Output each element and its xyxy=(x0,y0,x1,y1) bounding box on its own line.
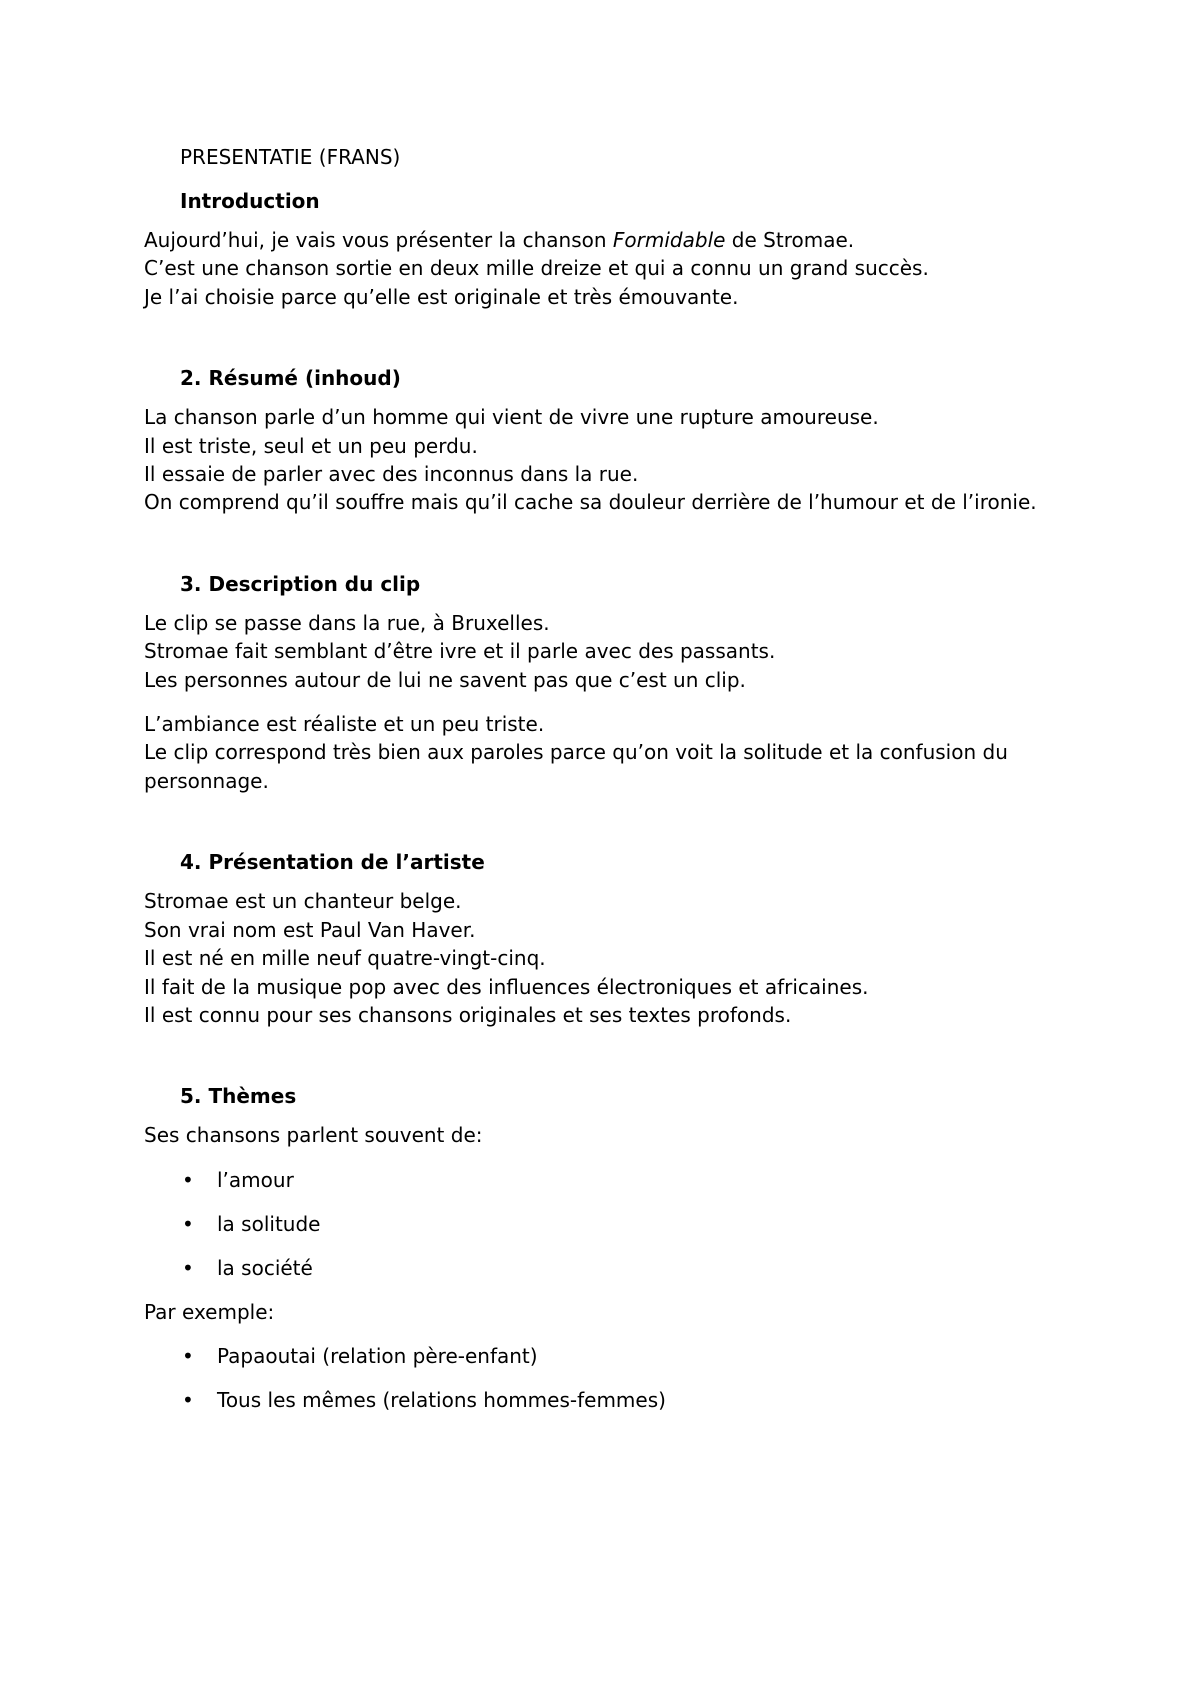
clip-line: Le clip se passe dans la rue, à Bruxelles. xyxy=(144,610,550,635)
section-heading-clip: 3. Description du clip xyxy=(180,571,421,596)
resume-line: La chanson parle d’un homme qui vient de vivre une rupture amoureuse. xyxy=(144,405,879,430)
clip-line: Stromae fait semblant d’être ivre et il parle avec des passants. xyxy=(144,639,776,664)
clip-paragraph xyxy=(144,609,1084,694)
intro-line: C’est une chanson sortie en deux mille dreize et qui a connu un grand succès. xyxy=(144,256,929,281)
section-heading-themes: 5. Thèmes xyxy=(180,1084,297,1109)
artist-line: Stromae est un chanteur belge. xyxy=(144,889,462,914)
clip-paragraph xyxy=(144,710,1084,795)
clip-line: L’ambiance est réaliste et un peu triste. xyxy=(144,712,545,737)
themes-intro: Ses chansons parlent souvent de: xyxy=(144,1123,483,1148)
list-item: • Tous les mêmes (relations hommes-femmes) xyxy=(182,1388,666,1413)
examples-intro: Par exemple: xyxy=(144,1299,275,1324)
clip-line: Les personnes autour de lui ne savent pas que c’est un clip. xyxy=(144,667,746,692)
bullet-icon: • xyxy=(182,1388,194,1413)
list-item: • Papaoutai (relation père-enfant) xyxy=(182,1344,538,1369)
resume-line: Il essaie de parler avec des inconnus dans la rue. xyxy=(144,462,639,487)
bullet-icon: • xyxy=(182,1167,194,1192)
bullet-icon: • xyxy=(182,1344,194,1369)
document-title: PRESENTATIE (FRANS) xyxy=(180,145,401,169)
intro-line: Je l’ai choisie parce qu’elle est originale et très émouvante. xyxy=(144,284,739,309)
artist-line: Il est né en mille neuf quatre-vingt-cinq. xyxy=(144,946,546,971)
artist-paragraph xyxy=(144,887,1084,1029)
artist-line: Il est connu pour ses chansons originales et ses textes profonds. xyxy=(144,1002,792,1027)
clip-line: Le clip correspond très bien aux paroles parce qu’on voit la solitude et la confusion du personnage. xyxy=(144,740,1008,793)
list-item: • l’amour xyxy=(182,1167,294,1192)
song-title: Formidable xyxy=(612,228,726,252)
bullet-icon: • xyxy=(182,1255,194,1280)
resume-line: On comprend qu’il souffre mais qu’il cache sa douleur derrière de l’humour et de l’ironie. xyxy=(144,490,1037,515)
intro-paragraph xyxy=(144,226,1084,311)
artist-line: Son vrai nom est Paul Van Haver. xyxy=(144,917,476,942)
resume-line: Il est triste, seul et un peu perdu. xyxy=(144,433,478,458)
section-heading-artist: 4. Présentation de l’artiste xyxy=(180,850,485,875)
themes-list xyxy=(144,1166,1084,1282)
bullet-icon: • xyxy=(182,1211,194,1236)
resume-paragraph xyxy=(144,403,1084,517)
list-item: • la solitude xyxy=(182,1211,321,1236)
examples-list xyxy=(144,1342,1084,1414)
artist-line: Il fait de la musique pop avec des influences électroniques et africaines. xyxy=(144,974,869,999)
section-heading-resume: 2. Résumé (inhoud) xyxy=(180,366,401,391)
intro-line: Aujourd’hui, je vais vous présenter la chanson Formidable de Stromae. xyxy=(144,228,855,252)
document-body xyxy=(144,140,1084,1414)
list-item: • la société xyxy=(182,1255,313,1280)
section-heading-introduction: Introduction xyxy=(180,189,320,213)
